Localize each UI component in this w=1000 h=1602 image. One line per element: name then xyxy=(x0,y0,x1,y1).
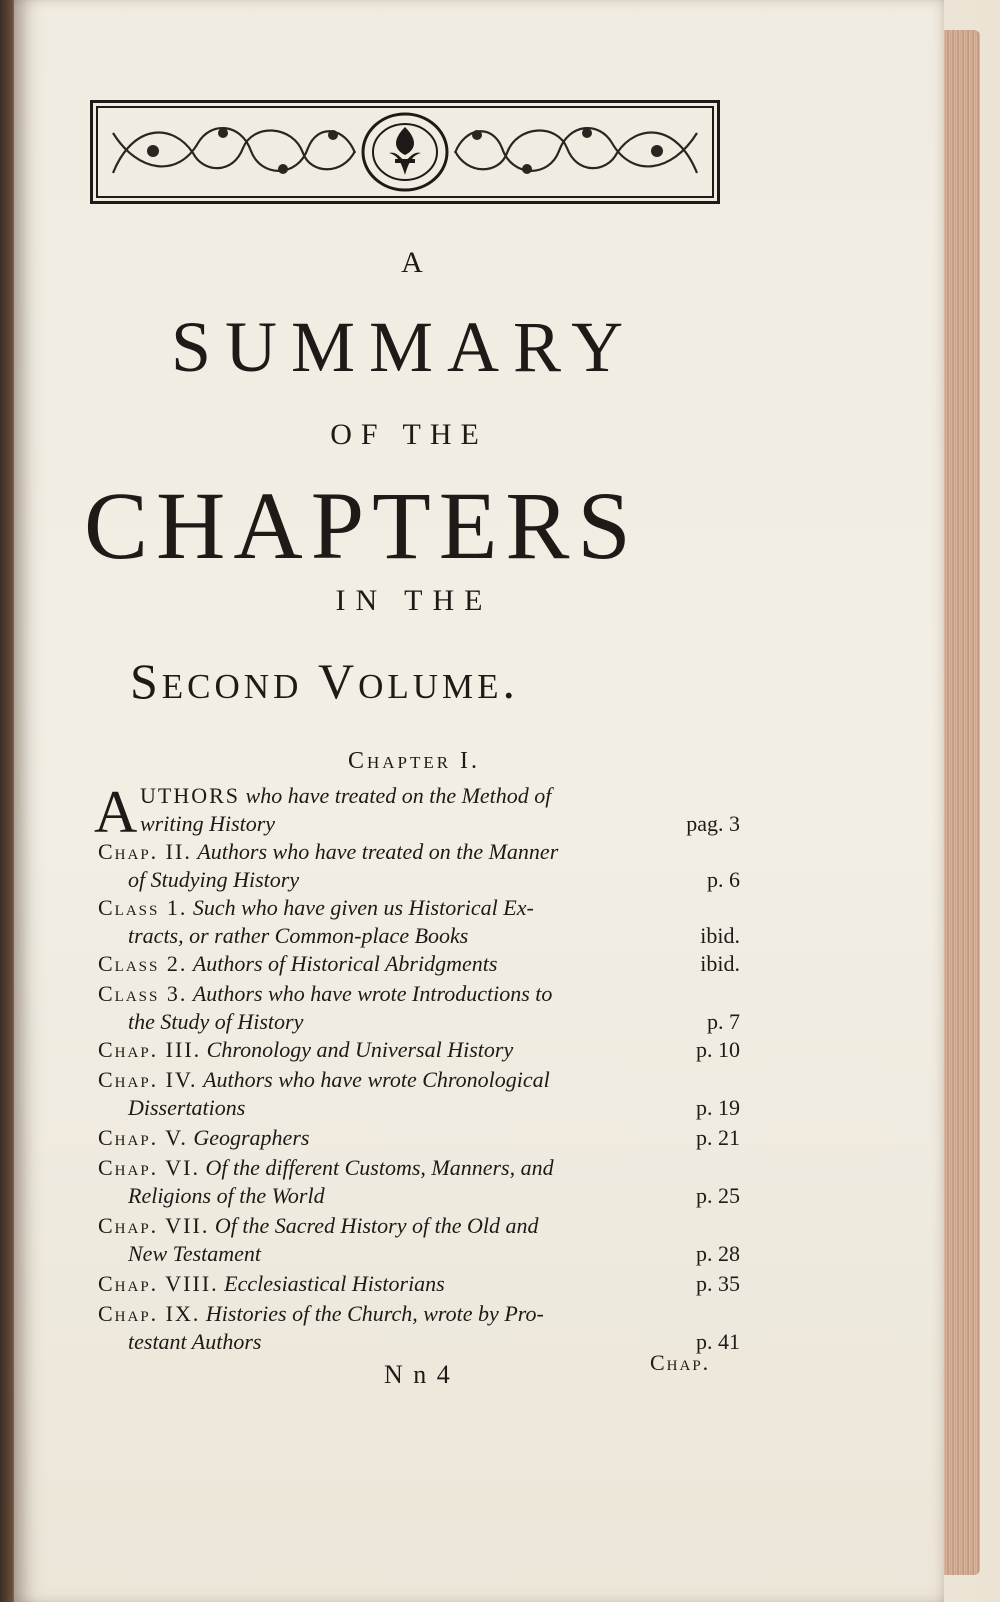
entry-title: Histories of the Church, wrote by Pro- xyxy=(205,1301,544,1326)
entry-label: Chap. V. xyxy=(98,1125,188,1150)
entry-page: p. 41 xyxy=(696,1329,740,1354)
catchword: Chap. xyxy=(650,1350,711,1375)
toc-entry xyxy=(98,1212,740,1268)
entry-title: who have treated on the Method of xyxy=(245,783,552,808)
entry-page: p. 21 xyxy=(696,1125,740,1150)
entry-label: Class 3. xyxy=(98,981,188,1006)
entry-page: p. 7 xyxy=(707,1009,740,1034)
entry-title-cont: New Testament xyxy=(128,1241,262,1266)
title-volume: Second Volume. xyxy=(130,653,519,709)
entry-title: Geographers xyxy=(193,1125,310,1150)
entry-page: p. 19 xyxy=(696,1095,740,1120)
entry-label: UTHORS xyxy=(140,783,241,808)
title-summary: SUMMARY xyxy=(170,307,638,387)
entry-title: Such who have given us Historical Ex- xyxy=(192,895,534,920)
toc-entry xyxy=(98,1270,740,1298)
entry-title: Authors who have treated on the Manner xyxy=(197,839,559,864)
entry-title: Authors who have wrote Introductions to xyxy=(192,981,553,1006)
toc-entry xyxy=(98,894,740,950)
toc-entry xyxy=(98,950,740,978)
signature-mark: N n 4 xyxy=(384,1360,452,1389)
toc-entry xyxy=(98,1124,740,1152)
book-page xyxy=(14,0,944,1602)
toc-entry xyxy=(98,1154,740,1210)
chapter-heading: Chapter I. xyxy=(347,748,481,774)
entry-label: Chap. IX. xyxy=(98,1301,201,1326)
entry-label: Chap. VII. xyxy=(98,1213,210,1238)
toc-entry xyxy=(98,838,740,894)
entry-title: Ecclesiastical Historians xyxy=(224,1271,445,1296)
entry-title-cont: testant Authors xyxy=(128,1329,262,1354)
title-chapters: CHAPTERS xyxy=(84,472,639,579)
toc-entry xyxy=(98,980,740,1036)
title-of-the: OF THE xyxy=(330,418,488,451)
entry-label: Chap. IV. xyxy=(98,1067,198,1092)
headpiece-ornament xyxy=(90,100,720,204)
entry-page: ibid. xyxy=(700,951,740,976)
ornament-icon xyxy=(93,103,717,201)
entry-title-cont: tracts, or rather Common-place Books xyxy=(128,923,469,948)
entry-title-cont: writing History xyxy=(140,811,276,836)
entry-title-cont: of Studying History xyxy=(128,867,300,892)
entry-page: pag. 3 xyxy=(686,811,740,836)
title-article: A xyxy=(401,246,427,279)
entry-title-cont: the Study of History xyxy=(128,1009,304,1034)
entry-page: ibid. xyxy=(700,923,740,948)
entry-page: p. 25 xyxy=(696,1183,740,1208)
entry-title-cont: Religions of the World xyxy=(128,1183,325,1208)
entry-page: p. 10 xyxy=(696,1037,740,1062)
entry-label: Chap. VI. xyxy=(98,1155,200,1180)
entry-title-cont: Dissertations xyxy=(128,1095,246,1120)
entry-page: p. 28 xyxy=(696,1241,740,1266)
title-in-the: IN THE xyxy=(335,584,493,617)
toc-entry xyxy=(98,1036,740,1064)
entry-title: Chronology and Universal History xyxy=(206,1037,514,1062)
entry-label: Class 2. xyxy=(98,951,188,976)
entry-label: Class 1. xyxy=(98,895,188,920)
entry-title: Authors of Historical Abridgments xyxy=(192,951,498,976)
entry-page: p. 6 xyxy=(707,867,740,892)
toc-entry xyxy=(98,1066,740,1122)
entry-label: Chap. II. xyxy=(98,839,192,864)
entry-label: Chap. III. xyxy=(98,1037,202,1062)
entry-title: Authors who have wrote Chronological xyxy=(203,1067,550,1092)
entry-title: Of the Sacred History of the Old and xyxy=(214,1213,539,1238)
entry-page: p. 35 xyxy=(696,1271,740,1296)
toc-entry xyxy=(140,782,740,838)
entry-title: Of the different Customs, Manners, and xyxy=(205,1155,554,1180)
entry-label: Chap. VIII. xyxy=(98,1271,219,1296)
toc-entry xyxy=(98,1300,740,1356)
drop-cap: A xyxy=(94,779,138,845)
